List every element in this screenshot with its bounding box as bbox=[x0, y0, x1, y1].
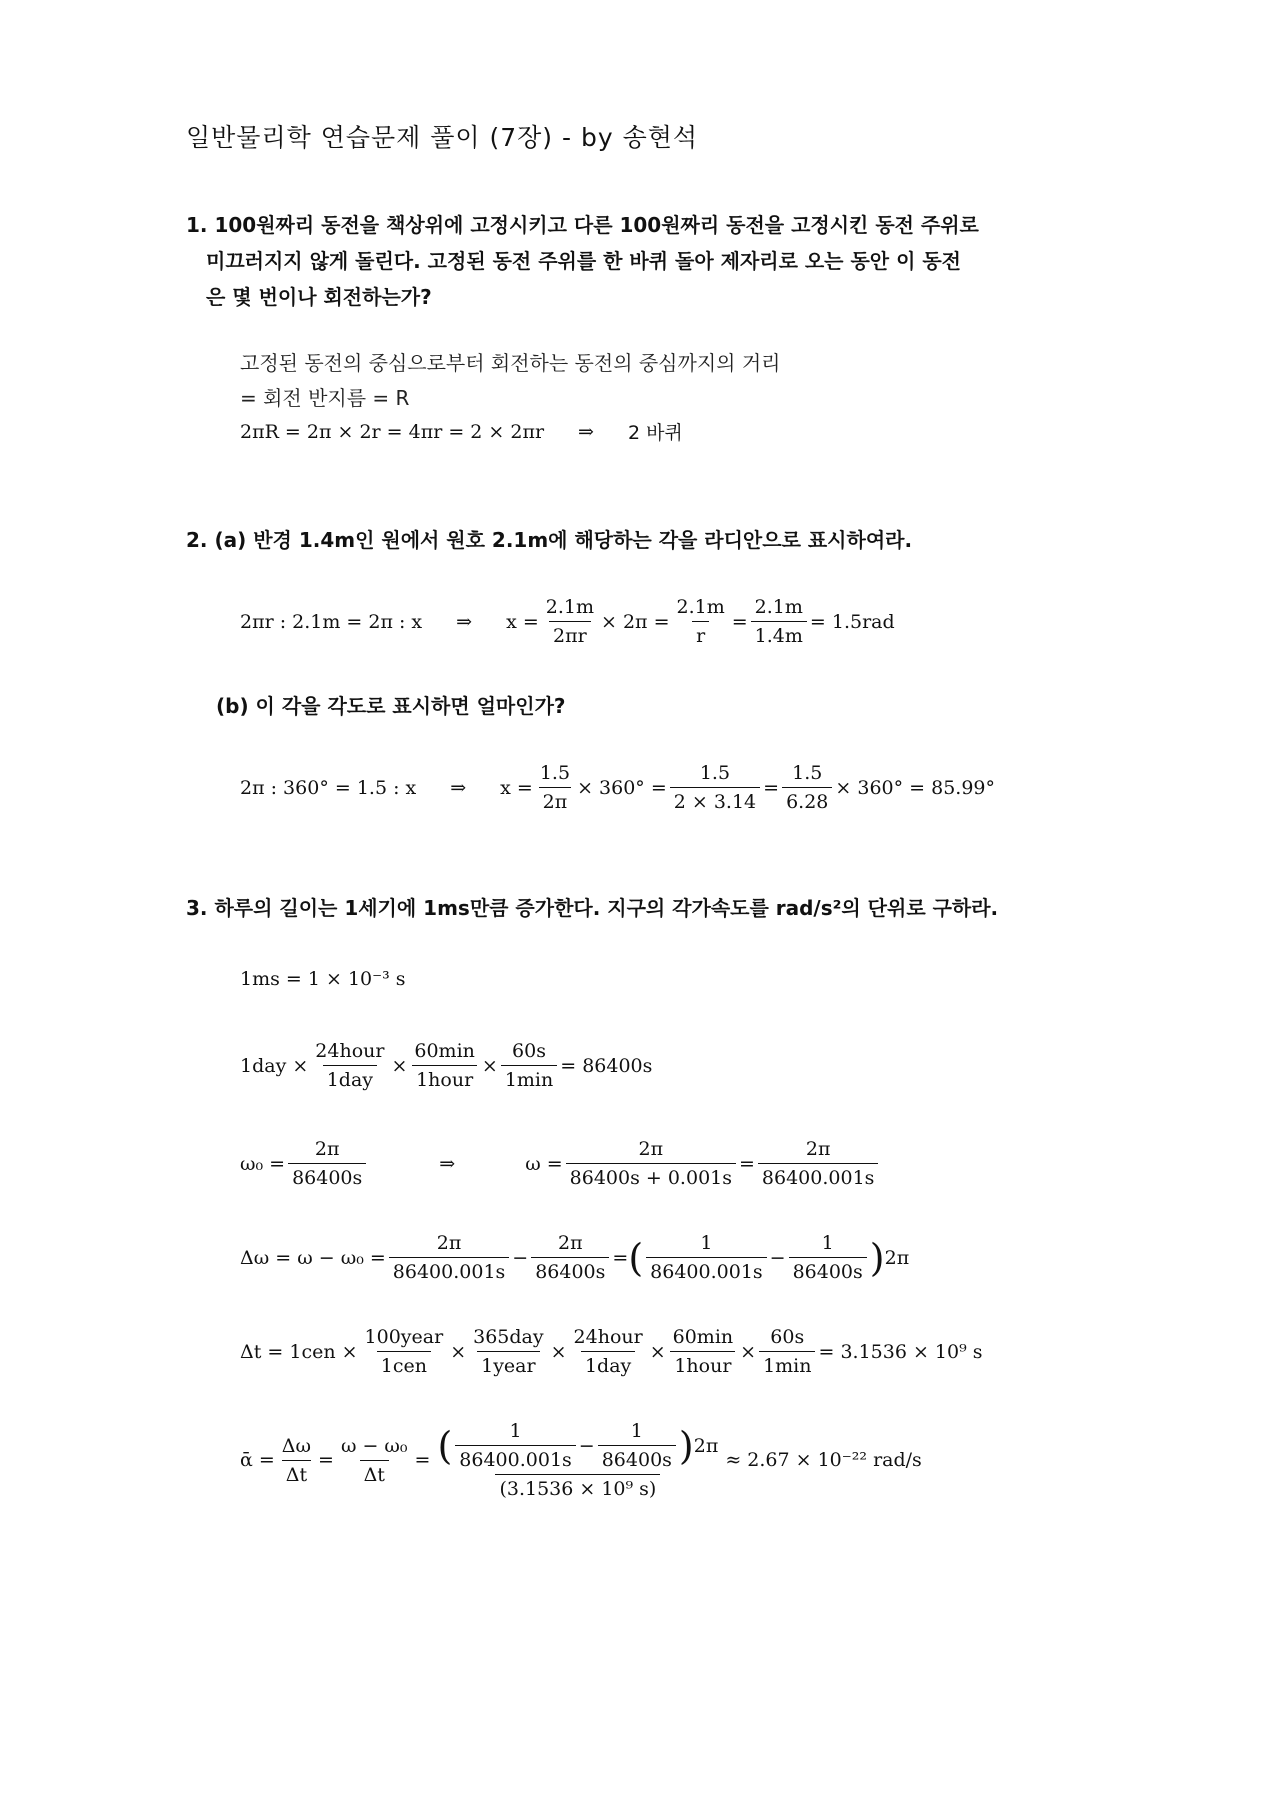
x-equals: x = bbox=[506, 610, 539, 633]
delta-t-equation: Δt = 1cen × $\frac{\text{100year}}{\text{1cen}}$ × $\frac{\text{365day}}{\text{1year}}$ × $\frac{\text{24hour}}{\text{1day}}$ × $\frac{60\min}{\text{1hour}}$ × $\frac{60s}{1\min}$ = 3.1536 × 10⁹ s bbox=[240, 1326, 983, 1377]
operator: × 360° = bbox=[577, 776, 667, 799]
implies-arrow: ⇒ bbox=[439, 1152, 456, 1175]
fraction: $\frac{1}{86400s}$ bbox=[598, 1420, 676, 1471]
fraction: $\frac{60s}{1\min}$ bbox=[759, 1326, 815, 1377]
delta-omega-label: Δω = ω − ω₀ = bbox=[240, 1246, 386, 1269]
solution-1-formula: 2πR = 2π × 2r = 4πr = 2 × 2πr bbox=[240, 420, 545, 443]
question-2a: 2. (a) 반경 1.4m인 원에서 원호 2.1m에 해당하는 각을 라디안으로 표시하여라. bbox=[186, 528, 913, 552]
omega-label: ω = bbox=[525, 1152, 563, 1175]
millisecond-conversion: 1ms = 1 × 10⁻³ s bbox=[240, 968, 406, 990]
omega0-label: ω₀ = bbox=[240, 1152, 286, 1175]
fraction: $\frac{1}{86400.001s}$ bbox=[646, 1232, 767, 1283]
fraction: $\frac{\text{ω − ω₀}}{\Delta t}$ bbox=[340, 1434, 408, 1486]
fraction: $\frac{\text{100year}}{\text{1cen}}$ bbox=[364, 1326, 444, 1377]
two-pi: 2π bbox=[884, 1246, 910, 1269]
delta-omega-equation: Δω = ω − ω₀ = $\frac{2\pi}{86400.001s}$ − $\frac{2\pi}{86400s}$ = ( $\frac{1}{86400.001s}$ − $\frac{1}{86400s}$ ) 2π bbox=[240, 1232, 910, 1283]
fraction: $\frac{1}{86400.001s}$ bbox=[455, 1420, 576, 1471]
fraction: $\frac{60s}{1\min}$ bbox=[501, 1040, 557, 1091]
implies-arrow: ⇒ bbox=[456, 610, 473, 633]
fraction: $\frac{1.5}{6.28}$ bbox=[782, 762, 832, 813]
compound-fraction: ( $\frac{1}{86400.001s}$ − $\frac{1}{86400s}$ ) 2π (3.1536 × 10⁹ s) bbox=[437, 1420, 719, 1500]
solution-2b-equation bbox=[240, 762, 995, 813]
x-equals: x = bbox=[500, 776, 533, 799]
fraction: $\frac{1}{86400s}$ bbox=[789, 1232, 867, 1283]
day-seconds-equation: 1day × $\frac{\text{24hour}}{\text{1day}}$ × $\frac{60\min}{\text{1hour}}$ × $\frac{60s}{1\min}$ = 86400s bbox=[240, 1040, 653, 1091]
fraction: $\frac{2\pi}{86400s}$ bbox=[288, 1138, 366, 1189]
operand: 1day × bbox=[240, 1054, 309, 1077]
page-title: 일반물리학 연습문제 풀이 (7장) - by 송현석 bbox=[186, 123, 699, 152]
fraction: $\frac{\Delta\omega}{\Delta t}$ bbox=[281, 1434, 312, 1486]
solution-1-text-2: = 회전 반지름 = R bbox=[240, 386, 410, 410]
fraction: $\frac{\text{24hour}}{\text{1day}}$ bbox=[573, 1326, 643, 1377]
solution-1-text-1: 고정된 동전의 중심으로부터 회전하는 동전의 중심까지의 거리 bbox=[240, 351, 781, 375]
question-2b: (b) 이 각을 각도로 표시하면 얼마인가? bbox=[216, 694, 566, 718]
operator: × 2π = bbox=[601, 610, 670, 633]
fraction: $\frac{2\pi}{86400.001s}$ bbox=[389, 1232, 510, 1283]
question-1 bbox=[186, 207, 979, 315]
fraction: $\frac{2\pi}{86400s}$ bbox=[531, 1232, 609, 1283]
ratio-equation: 2πr : 2.1m = 2π : x bbox=[240, 610, 423, 633]
solution-1-answer: 2 바퀴 bbox=[627, 422, 683, 444]
operator: = bbox=[763, 776, 780, 799]
fraction: $\frac{2\pi}{86400s + 0.001s}$ bbox=[566, 1138, 736, 1189]
fraction: $\frac{2\pi}{86400.001s}$ bbox=[758, 1138, 879, 1189]
result: = 86400s bbox=[560, 1054, 653, 1077]
fraction: $\frac{2.1m}{r}$ bbox=[676, 596, 725, 647]
fraction: $\frac{2.1m}{2\pi r}$ bbox=[545, 596, 594, 647]
operator: = bbox=[731, 610, 748, 633]
fraction: $\frac{60\min}{\text{1hour}}$ bbox=[410, 1040, 479, 1091]
question-1-line-2: 미끄러지지 않게 돌린다. 고정된 동전 주위를 한 바퀴 돌아 제자리로 오는 동안 이 동전 bbox=[206, 249, 961, 273]
question-1-line-1: 1. 100원짜리 동전을 책상위에 고정시키고 다른 100원짜리 동전을 고정시킨 동전 주위로 bbox=[186, 213, 979, 237]
angular-acceleration-equation: ᾱ = $\frac{\Delta\omega}{\Delta t}$ = $\frac{\text{ω − ω₀}}{\Delta t}$ = ( $\frac{1}{86400.001s}$ − $\frac{1}{86400s}$ ) 2π (3.1536 × 10⁹ s) ≈ 2.67 × 10⁻²² rad/s bbox=[240, 1420, 922, 1500]
fraction: $\frac{\text{24hour}}{\text{1day}}$ bbox=[315, 1040, 385, 1091]
alpha-label: ᾱ = bbox=[240, 1449, 275, 1471]
omega-equation: ω₀ = $\frac{2\pi}{86400s}$ ⇒ ω = $\frac{2\pi}{86400s + 0.001s}$ = $\frac{2\pi}{86400.001s}$ bbox=[240, 1138, 881, 1189]
delta-t-label: Δt = 1cen × bbox=[240, 1340, 358, 1363]
fraction: $\frac{1.5}{2\pi}$ bbox=[539, 762, 571, 813]
result: = 3.1536 × 10⁹ s bbox=[818, 1340, 983, 1363]
implies-arrow: ⇒ bbox=[578, 420, 594, 443]
fraction: $\frac{1.5}{2 \times 3.14}$ bbox=[670, 762, 760, 813]
ratio-equation: 2π : 360° = 1.5 : x bbox=[240, 776, 417, 799]
fraction: $\frac{2.1m}{1.4m}$ bbox=[751, 596, 807, 647]
solution-2a-equation bbox=[240, 596, 895, 647]
solution-1-equation bbox=[240, 418, 683, 445]
operator: − bbox=[769, 1246, 786, 1269]
implies-arrow: ⇒ bbox=[450, 776, 467, 799]
result: = 1.5rad bbox=[809, 610, 895, 633]
fraction: $\frac{60\min}{\text{1hour}}$ bbox=[669, 1326, 738, 1377]
operator: − bbox=[512, 1246, 529, 1269]
question-3: 3. 하루의 길이는 1세기에 1ms만큼 증가한다. 지구의 각가속도를 rad/s²의 단위로 구하라. bbox=[186, 896, 999, 920]
result: × 360° = 85.99° bbox=[835, 776, 996, 799]
fraction: $\frac{\text{365day}}{\text{1year}}$ bbox=[473, 1326, 544, 1377]
result: ≈ 2.67 × 10⁻²² rad/s bbox=[725, 1449, 922, 1471]
question-1-line-3: 은 몇 번이나 회전하는가? bbox=[206, 285, 432, 309]
